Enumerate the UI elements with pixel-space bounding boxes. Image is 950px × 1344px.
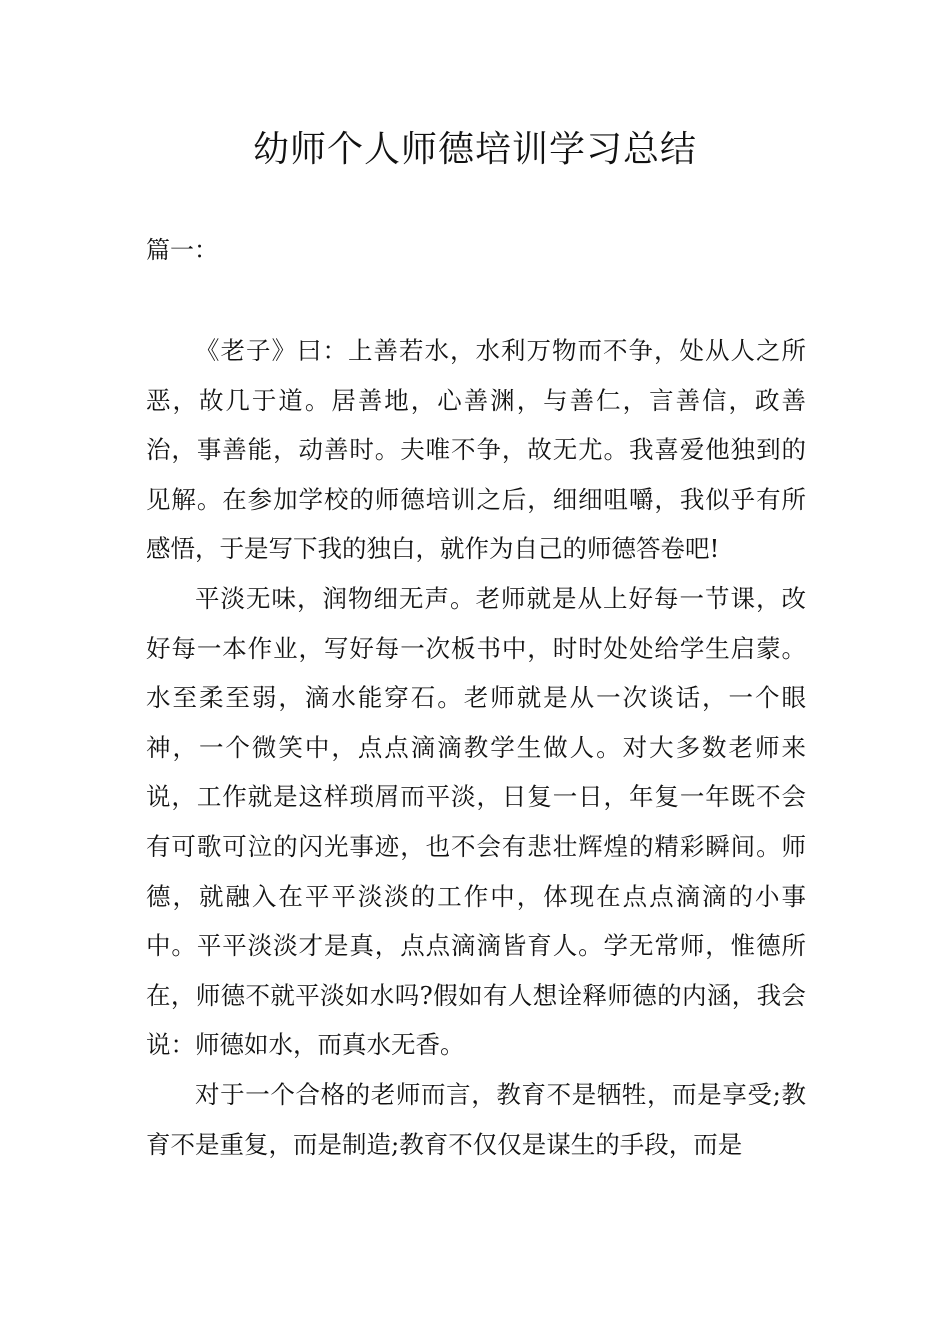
section-label: 篇一： xyxy=(146,236,218,264)
paragraph-3: 对于一个合格的老师而言，教育不是牺牲，而是享受;教育不是重复，而是制造;教育不仅仅是谋生的手段，而是 xyxy=(146,1079,806,1159)
document-title: 幼师个人师德培训学习总结 xyxy=(252,129,697,170)
paragraph-2: 平淡无味，润物细无声。老师就是从上好每一节课，改好每一本作业，写好每一次板书中，时时处处给学生启蒙。水至柔至弱，滴水能穿石。老师就是从一次谈话，一个眼神，一个微笑中，点点滴滴教学生做人。对大多数老师来说，工作就是这样琐屑而平淡，日复一日，年复一年既不会有可歌可泣的闪光事迹，也不会有悲壮辉煌的精彩瞬间。师德，就融入在平平淡淡的工作中，体现在点点滴滴的小事中。平平淡淡才是真，点点滴滴皆育人。学无常师，惟德所在，师德不就平淡如水吗?假如有人想诠释师德的内涵，我会说：师德如水，而真水无香。 xyxy=(146,583,806,1060)
paragraph-1: 《老子》曰：上善若水，水利万物而不争，处从人之所恶，故几于道。居善地，心善渊，与善仁，言善信，政善治，事善能，动善时。夫唯不争，故无尤。我喜爱他独到的见解。在参加学校的师德培训之后，细细咀嚼，我似乎有所感悟，于是写下我的独白，就作为自己的师德答卷吧! xyxy=(146,336,806,564)
document-body xyxy=(146,326,806,1169)
